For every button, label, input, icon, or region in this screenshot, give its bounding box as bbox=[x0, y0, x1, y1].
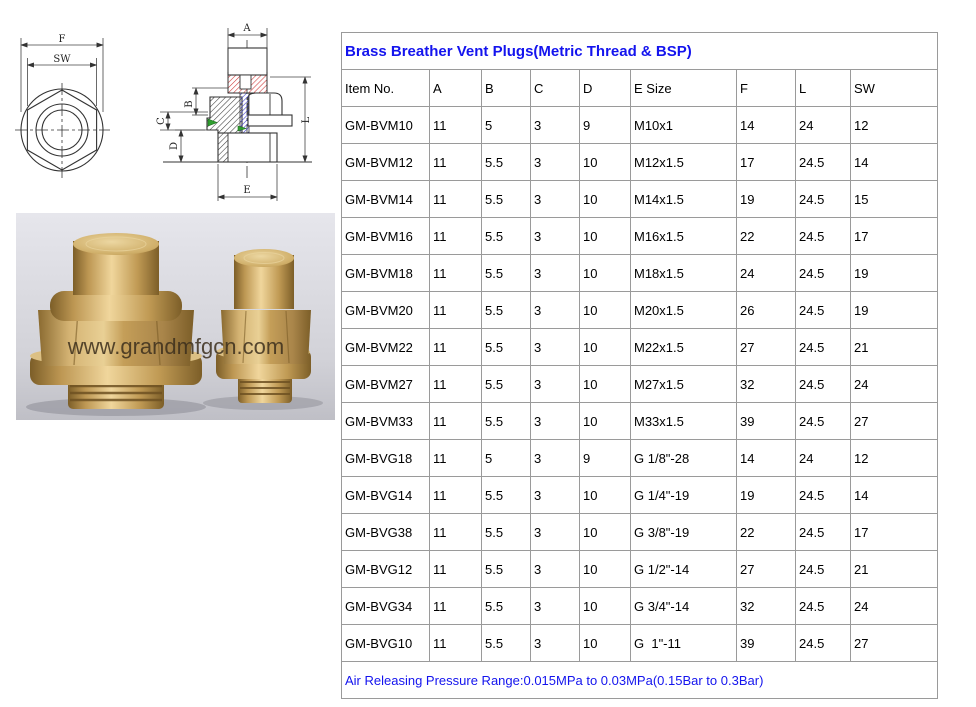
table-cell: 5.5 bbox=[482, 477, 531, 514]
table-cell: 11 bbox=[430, 292, 482, 329]
table-cell: 27 bbox=[851, 625, 938, 662]
table-cell: 3 bbox=[531, 218, 580, 255]
table-cell: GM-BVM33 bbox=[342, 403, 430, 440]
table-cell: 5.5 bbox=[482, 366, 531, 403]
table-cell: 10 bbox=[580, 588, 631, 625]
table-cell: 10 bbox=[580, 625, 631, 662]
table-cell: GM-BVG34 bbox=[342, 588, 430, 625]
table-row bbox=[342, 551, 938, 588]
table-cell: M18x1.5 bbox=[631, 255, 737, 292]
column-header: A bbox=[430, 70, 482, 107]
table-row bbox=[342, 144, 938, 181]
table-cell: 11 bbox=[430, 255, 482, 292]
table-cell: 3 bbox=[531, 292, 580, 329]
table-cell: 21 bbox=[851, 329, 938, 366]
table-cell: GM-BVG14 bbox=[342, 477, 430, 514]
table-cell: 3 bbox=[531, 551, 580, 588]
table-cell: 12 bbox=[851, 107, 938, 144]
table-cell: 14 bbox=[737, 107, 796, 144]
table-cell: 5.5 bbox=[482, 514, 531, 551]
table-cell: 24.5 bbox=[796, 366, 851, 403]
column-header: B bbox=[482, 70, 531, 107]
table-cell: 5 bbox=[482, 107, 531, 144]
table-cell: 10 bbox=[580, 477, 631, 514]
dim-label-l: L bbox=[301, 116, 312, 124]
table-cell: GM-BVM16 bbox=[342, 218, 430, 255]
table-cell: 11 bbox=[430, 514, 482, 551]
table-cell: 12 bbox=[851, 440, 938, 477]
table-cell: 11 bbox=[430, 181, 482, 218]
table-cell: 17 bbox=[851, 218, 938, 255]
table-cell: 24 bbox=[737, 255, 796, 292]
table-cell: GM-BVM12 bbox=[342, 144, 430, 181]
table-cell: 11 bbox=[430, 403, 482, 440]
table-cell: 5.5 bbox=[482, 144, 531, 181]
table-cell: 24.5 bbox=[796, 218, 851, 255]
table-cell: G 1/8"-28 bbox=[631, 440, 737, 477]
table-cell: 24.5 bbox=[796, 514, 851, 551]
dim-label-sw: SW bbox=[53, 54, 71, 65]
table-cell: 24.5 bbox=[796, 403, 851, 440]
table-cell: 26 bbox=[737, 292, 796, 329]
table-cell: M33x1.5 bbox=[631, 403, 737, 440]
table-cell: 11 bbox=[430, 440, 482, 477]
table-cell: 3 bbox=[531, 588, 580, 625]
table-cell: M22x1.5 bbox=[631, 329, 737, 366]
table-cell: 11 bbox=[430, 218, 482, 255]
table-cell: 3 bbox=[531, 181, 580, 218]
table-row bbox=[342, 292, 938, 329]
table-cell: 24 bbox=[851, 588, 938, 625]
table-cell: 3 bbox=[531, 255, 580, 292]
table-cell: 10 bbox=[580, 144, 631, 181]
table-row bbox=[342, 440, 938, 477]
table-cell: 11 bbox=[430, 366, 482, 403]
table-cell: 17 bbox=[851, 514, 938, 551]
table-cell: 11 bbox=[430, 625, 482, 662]
table-cell: GM-BVG12 bbox=[342, 551, 430, 588]
table-cell: 24 bbox=[796, 440, 851, 477]
table-cell: 3 bbox=[531, 477, 580, 514]
table-cell: 24.5 bbox=[796, 144, 851, 181]
table-cell: 5.5 bbox=[482, 218, 531, 255]
table-cell: 10 bbox=[580, 218, 631, 255]
table-cell: 10 bbox=[580, 292, 631, 329]
table-cell: 39 bbox=[737, 403, 796, 440]
table-cell: GM-BVM14 bbox=[342, 181, 430, 218]
table-cell: GM-BVM10 bbox=[342, 107, 430, 144]
table-cell: 39 bbox=[737, 625, 796, 662]
table-cell: M12x1.5 bbox=[631, 144, 737, 181]
table-cell: 32 bbox=[737, 588, 796, 625]
table-cell: 5.5 bbox=[482, 292, 531, 329]
table-cell: 14 bbox=[851, 144, 938, 181]
dim-label-d: D bbox=[169, 141, 180, 151]
table-cell: 3 bbox=[531, 366, 580, 403]
table-cell: 24.5 bbox=[796, 292, 851, 329]
table-cell: 5 bbox=[482, 440, 531, 477]
table-cell: 3 bbox=[531, 514, 580, 551]
photo-watermark: www.grandmfgcn.com bbox=[67, 334, 285, 359]
table-cell: 11 bbox=[430, 551, 482, 588]
table-cell: 10 bbox=[580, 255, 631, 292]
column-header: F bbox=[737, 70, 796, 107]
table-cell: 9 bbox=[580, 440, 631, 477]
table-cell: GM-BVG18 bbox=[342, 440, 430, 477]
table-cell: G 3/8"-19 bbox=[631, 514, 737, 551]
table-cell: 5.5 bbox=[482, 181, 531, 218]
table-cell: 19 bbox=[737, 181, 796, 218]
dim-label-c: C bbox=[156, 117, 167, 125]
column-header: Item No. bbox=[342, 70, 430, 107]
table-cell: G 3/4"-14 bbox=[631, 588, 737, 625]
product-photo bbox=[16, 213, 335, 420]
table-cell: 24.5 bbox=[796, 255, 851, 292]
column-header: C bbox=[531, 70, 580, 107]
table-cell: 24.5 bbox=[796, 588, 851, 625]
table-cell: M10x1 bbox=[631, 107, 737, 144]
table-row bbox=[342, 514, 938, 551]
table-cell: 11 bbox=[430, 144, 482, 181]
table-row bbox=[342, 218, 938, 255]
table-cell: 9 bbox=[580, 107, 631, 144]
dim-label-e: E bbox=[243, 185, 251, 196]
table-cell: 19 bbox=[737, 477, 796, 514]
table-cell: 24 bbox=[796, 107, 851, 144]
table-row bbox=[342, 329, 938, 366]
table-cell: 5.5 bbox=[482, 588, 531, 625]
table-row bbox=[342, 181, 938, 218]
pressure-range-note: Air Releasing Pressure Range:0.015MPa to 0.03MPa(0.15Bar to 0.3Bar) bbox=[342, 662, 938, 699]
dim-label-f: F bbox=[58, 34, 66, 45]
table-cell: 3 bbox=[531, 107, 580, 144]
table-row bbox=[342, 107, 938, 144]
footer-row bbox=[342, 662, 938, 699]
table-cell: G 1/2"-14 bbox=[631, 551, 737, 588]
table-cell: 22 bbox=[737, 514, 796, 551]
spec-table bbox=[341, 32, 938, 699]
table-cell: GM-BVM20 bbox=[342, 292, 430, 329]
table-cell: 15 bbox=[851, 181, 938, 218]
page-title: Brass Breather Vent Plugs(Metric Thread & BSP) bbox=[342, 33, 938, 70]
table-cell: 27 bbox=[737, 551, 796, 588]
table-cell: 11 bbox=[430, 107, 482, 144]
dim-label-b: B bbox=[184, 100, 195, 108]
table-cell: 10 bbox=[580, 514, 631, 551]
table-cell: GM-BVG38 bbox=[342, 514, 430, 551]
dimension-drawing bbox=[0, 0, 340, 212]
table-cell: M20x1.5 bbox=[631, 292, 737, 329]
table-cell: 32 bbox=[737, 366, 796, 403]
table-cell: GM-BVG10 bbox=[342, 625, 430, 662]
table-cell: G 1/4"-19 bbox=[631, 477, 737, 514]
table-cell: 14 bbox=[851, 477, 938, 514]
table-cell: 19 bbox=[851, 255, 938, 292]
table-cell: 14 bbox=[737, 440, 796, 477]
table-cell: 5.5 bbox=[482, 551, 531, 588]
table-cell: 27 bbox=[851, 403, 938, 440]
table-cell: 10 bbox=[580, 366, 631, 403]
table-cell: 10 bbox=[580, 403, 631, 440]
table-cell: 22 bbox=[737, 218, 796, 255]
table-cell: 3 bbox=[531, 625, 580, 662]
table-cell: GM-BVM18 bbox=[342, 255, 430, 292]
column-header: SW bbox=[851, 70, 938, 107]
table-cell: 24.5 bbox=[796, 329, 851, 366]
table-row bbox=[342, 625, 938, 662]
table-cell: 11 bbox=[430, 588, 482, 625]
section-view bbox=[163, 40, 312, 178]
table-cell: G 1"-11 bbox=[631, 625, 737, 662]
table-cell: 10 bbox=[580, 329, 631, 366]
column-header: L bbox=[796, 70, 851, 107]
table-cell: 5.5 bbox=[482, 329, 531, 366]
table-cell: 5.5 bbox=[482, 255, 531, 292]
table-cell: 24.5 bbox=[796, 551, 851, 588]
table-cell: 24.5 bbox=[796, 181, 851, 218]
table-cell: 24 bbox=[851, 366, 938, 403]
table-cell: GM-BVM22 bbox=[342, 329, 430, 366]
table-cell: 21 bbox=[851, 551, 938, 588]
table-row bbox=[342, 366, 938, 403]
table-cell: M16x1.5 bbox=[631, 218, 737, 255]
table-cell: 17 bbox=[737, 144, 796, 181]
spec-table-wrap bbox=[341, 32, 941, 699]
table-cell: 5.5 bbox=[482, 403, 531, 440]
table-cell: 24.5 bbox=[796, 477, 851, 514]
table-row bbox=[342, 477, 938, 514]
table-row bbox=[342, 255, 938, 292]
table-cell: 3 bbox=[531, 144, 580, 181]
table-cell: 11 bbox=[430, 329, 482, 366]
table-cell: 19 bbox=[851, 292, 938, 329]
table-cell: GM-BVM27 bbox=[342, 366, 430, 403]
table-cell: 3 bbox=[531, 329, 580, 366]
table-cell: 3 bbox=[531, 403, 580, 440]
table-cell: 5.5 bbox=[482, 625, 531, 662]
title-row bbox=[342, 33, 938, 70]
header-row bbox=[342, 70, 938, 107]
table-row bbox=[342, 403, 938, 440]
dim-label-a: A bbox=[243, 23, 251, 34]
table-cell: M14x1.5 bbox=[631, 181, 737, 218]
front-view bbox=[15, 83, 110, 178]
table-cell: 10 bbox=[580, 181, 631, 218]
table-cell: M27x1.5 bbox=[631, 366, 737, 403]
table-cell: 11 bbox=[430, 477, 482, 514]
table-row bbox=[342, 588, 938, 625]
column-header: D bbox=[580, 70, 631, 107]
column-header: E Size bbox=[631, 70, 737, 107]
table-cell: 24.5 bbox=[796, 625, 851, 662]
table-cell: 10 bbox=[580, 551, 631, 588]
table-cell: 3 bbox=[531, 440, 580, 477]
table-cell: 27 bbox=[737, 329, 796, 366]
